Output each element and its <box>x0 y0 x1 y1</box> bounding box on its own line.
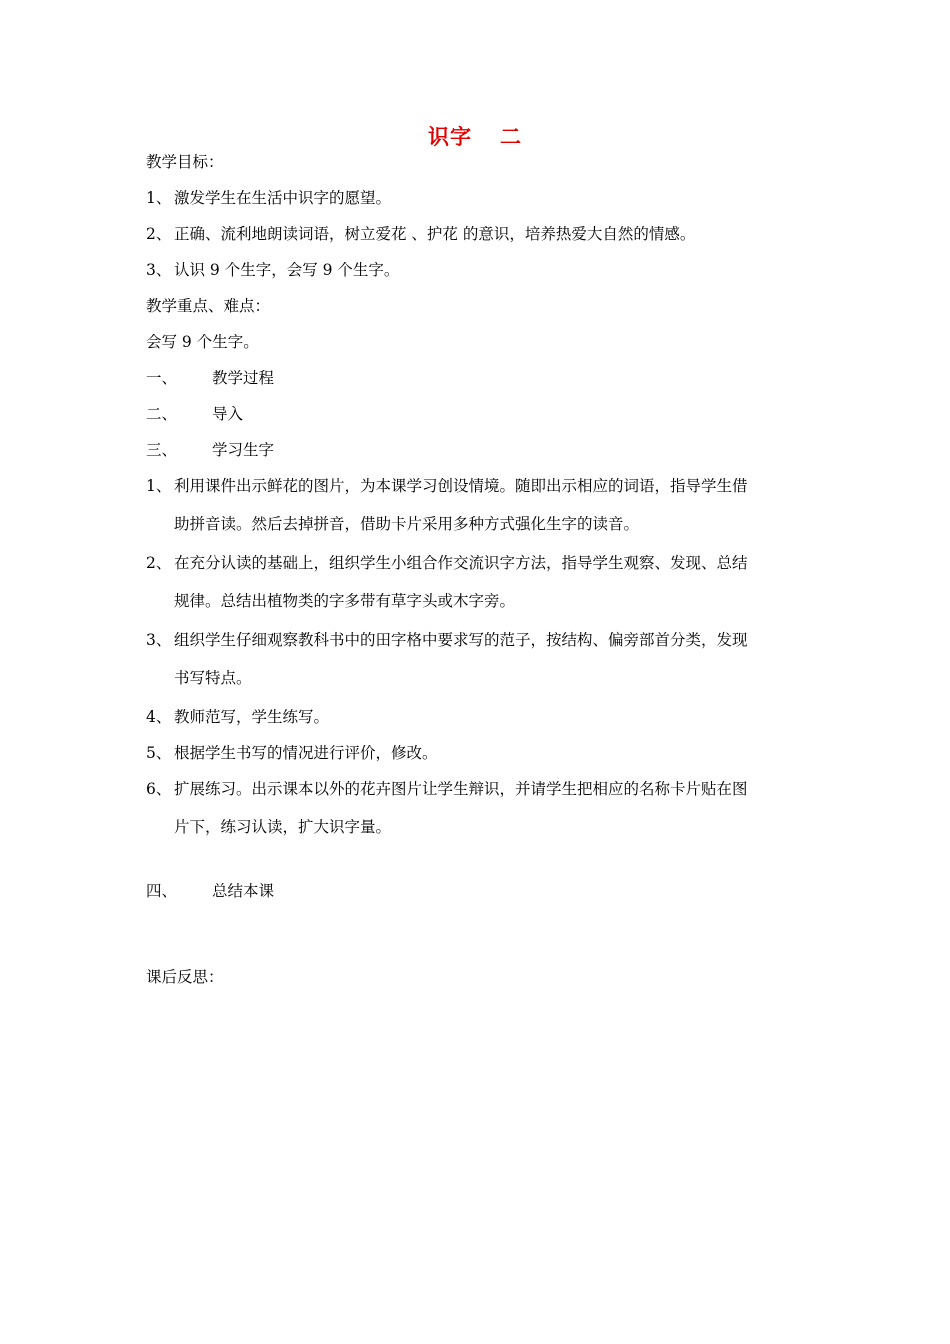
step-item <box>146 467 806 543</box>
objective-item <box>146 223 695 245</box>
step-text-line1: 教师范写，学生练写。 <box>174 708 330 726</box>
step-number: 5、 <box>146 744 172 762</box>
objective-item <box>146 259 399 281</box>
step-text-line2: 规律。总结出植物类的字多带有草字头或木字旁。 <box>174 592 516 610</box>
objective-text: 激发学生在生活中识字的愿望。 <box>174 189 392 207</box>
section-number: 一、 <box>146 369 178 387</box>
objectives-heading: 教学目标： <box>146 153 224 171</box>
step-text-line2: 片下，练习认读，扩大识字量。 <box>174 818 392 836</box>
section-text: 导入 <box>212 405 244 423</box>
step-text-line1: 根据学生书写的情况进行评价，修改。 <box>174 744 438 762</box>
page-title <box>0 122 950 152</box>
step-item <box>146 770 806 846</box>
summary-number: 四、 <box>146 882 178 900</box>
summary-text: 总结本课 <box>212 882 275 900</box>
section-item <box>146 439 274 461</box>
objective-text: 正确、流利地朗读词语，树立爱花 、护花 的意识，培养热爱大自然的情感。 <box>174 225 696 243</box>
step-text-line1: 在充分认读的基础上，组织学生小组合作交流识字方法，指导学生观察、发现、总结 <box>174 554 748 572</box>
objective-number: 2、 <box>146 225 172 243</box>
objective-number: 1、 <box>146 189 172 207</box>
section-text: 教学过程 <box>212 369 275 387</box>
reflection-heading: 课后反思： <box>146 968 224 986</box>
keypoints-text: 会写 9 个生字。 <box>146 333 259 351</box>
step-text-line1: 组织学生仔细观察教科书中的田字格中要求写的范子，按结构、偏旁部首分类，发现 <box>174 631 748 649</box>
keypoints-heading: 教学重点、难点： <box>146 297 271 315</box>
section-item <box>146 367 274 389</box>
step-text-line1: 扩展练习。出示课本以外的花卉图片让学生辩识，并请学生把相应的名称卡片贴在图 <box>174 780 748 798</box>
section-number: 三、 <box>146 441 178 459</box>
step-text-line2: 书写特点。 <box>174 669 252 687</box>
step-number: 6、 <box>146 780 172 798</box>
step-item <box>146 706 329 728</box>
objective-text: 认识 9 个生字，会写 9 个生字。 <box>174 261 400 279</box>
step-number: 3、 <box>146 631 172 649</box>
step-number: 1、 <box>146 477 172 495</box>
section-number: 二、 <box>146 405 178 423</box>
step-item <box>146 742 438 764</box>
step-text-line2: 助拼音读。然后去掉拼音，借助卡片采用多种方式强化生字的读音。 <box>174 515 640 533</box>
step-item <box>146 544 806 620</box>
section-item <box>146 403 243 425</box>
objective-item <box>146 187 391 209</box>
objective-number: 3、 <box>146 261 172 279</box>
step-number: 2、 <box>146 554 172 572</box>
title-part-2: 二 <box>500 124 522 149</box>
section-text: 学习生字 <box>212 441 275 459</box>
summary-item <box>146 880 274 902</box>
title-part-1: 识字 <box>428 124 472 149</box>
step-number: 4、 <box>146 708 172 726</box>
step-text-line1: 利用课件出示鲜花的图片，为本课学习创设情境。随即出示相应的词语，指导学生借 <box>174 477 748 495</box>
step-item <box>146 621 806 697</box>
